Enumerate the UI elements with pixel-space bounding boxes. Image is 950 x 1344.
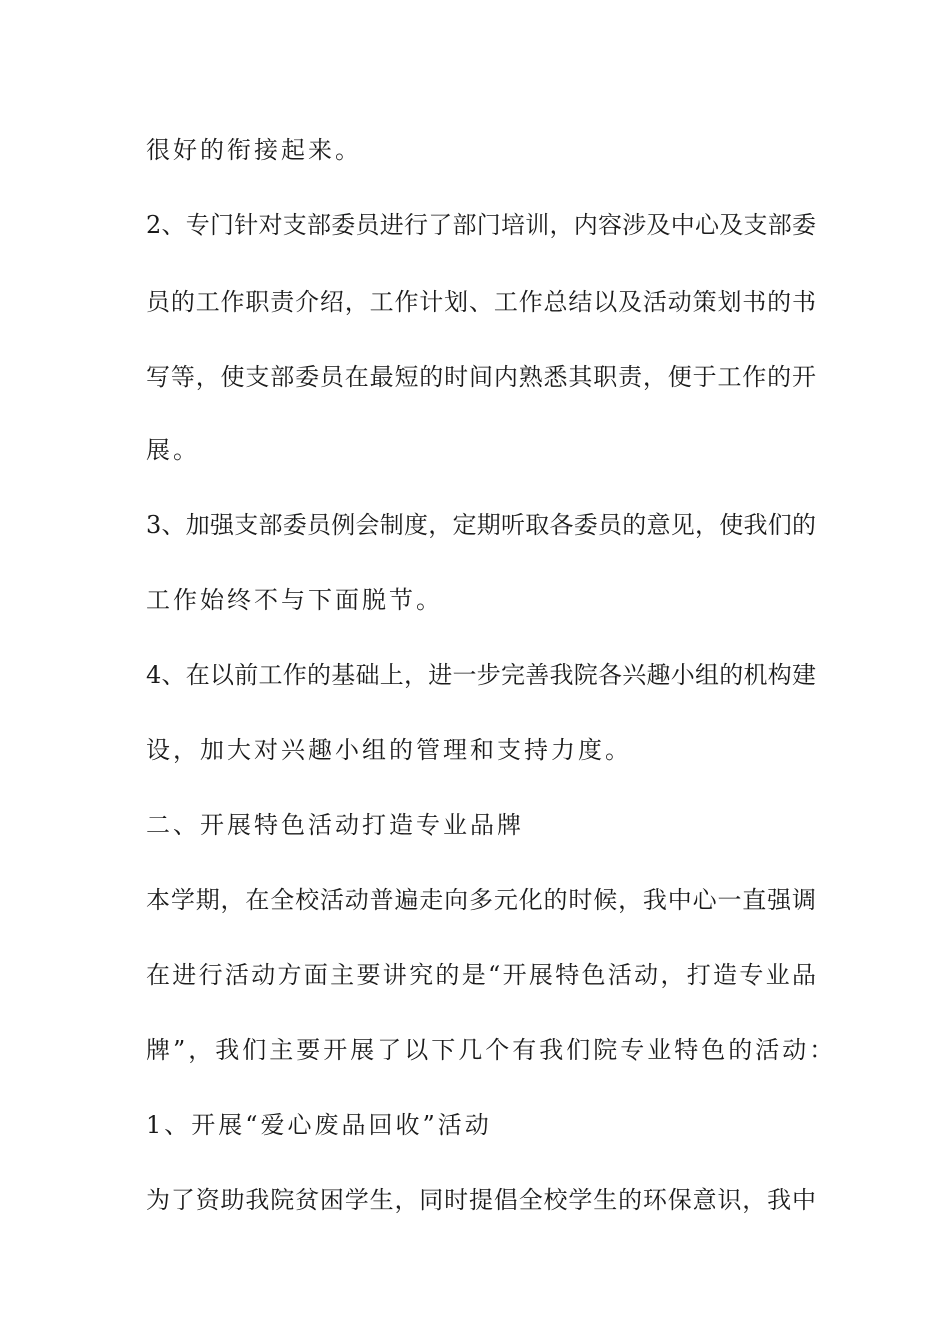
text-line-continuation: 很好的衔接起来。	[146, 136, 362, 164]
paragraph-line-1: 本学期，在全校活动普遍走向多元化的时候，我中心一直强调	[146, 886, 816, 914]
list-item-2-line-2: 员的工作职责介绍，工作计划、工作总结以及活动策划书的书	[146, 288, 816, 316]
list-item-3-line-2: 工作始终不与下面脱节。	[146, 586, 443, 614]
paragraph-line-3: 牌”，我们主要开展了以下几个有我们院专业特色的活动：	[146, 1036, 837, 1064]
list-item-2-line-4: 展。	[146, 436, 200, 464]
subsection-heading: 1、开展“爱心废品回收”活动	[146, 1111, 492, 1139]
list-item-2-line-1: 2、专门针对支部委员进行了部门培训，内容涉及中心及支部委	[146, 211, 816, 239]
list-item-4-line-1: 4、在以前工作的基础上，进一步完善我院各兴趣小组的机构建	[146, 661, 816, 689]
list-item-4-line-2: 设，加大对兴趣小组的管理和支持力度。	[146, 736, 632, 764]
paragraph-line-4: 为了资助我院贫困学生，同时提倡全校学生的环保意识，我中	[146, 1186, 816, 1214]
list-item-2-line-3: 写等，使支部委员在最短的时间内熟悉其职责，便于工作的开	[146, 363, 816, 391]
list-item-3-line-1: 3、加强支部委员例会制度，定期听取各委员的意见，使我们的	[146, 511, 816, 539]
paragraph-line-2: 在进行活动方面主要讲究的是“开展特色活动，打造专业品	[146, 961, 816, 989]
section-heading: 二、开展特色活动打造专业品牌	[146, 811, 524, 839]
